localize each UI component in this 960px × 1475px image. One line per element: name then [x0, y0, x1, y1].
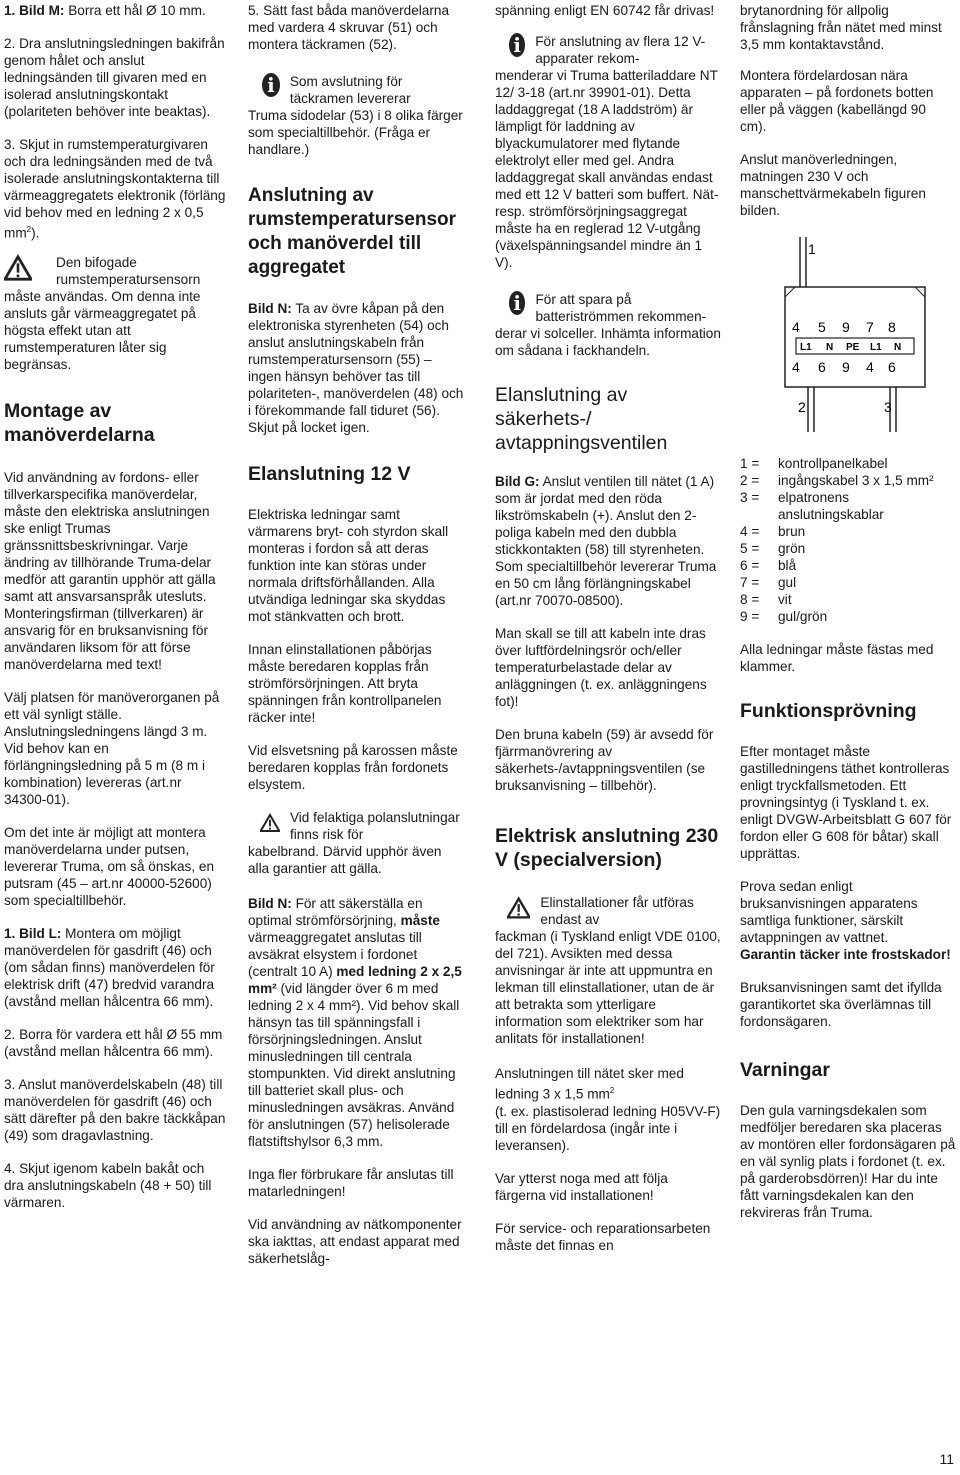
- legend-key: 5 =: [740, 541, 760, 556]
- paragraph: Var ytterst noga med att följa färgerna vid installationen!: [495, 1170, 668, 1203]
- legend-key: 9 =: [740, 609, 760, 624]
- step-paragraph: 5. Sätt fast båda manöverdelarna med vardera 4 skruvar (51) och montera täckramen (52).: [248, 3, 450, 52]
- step-label: 1. Bild M:: [4, 3, 65, 18]
- section-heading: Montage av manöverdelarna: [4, 399, 155, 446]
- paragraph-text: För att säkerställa en optimal strömförsörjning,: [248, 896, 423, 928]
- info-row: [495, 33, 721, 67]
- paragraph-text: värmeaggregatet anslutas till avsäkrat elsystem i fordonet (centralt 10 A): [248, 930, 422, 979]
- superscript: 2: [609, 1086, 615, 1095]
- paragraph: Inga fler förbrukare får anslutas till matarledningen!: [248, 1167, 454, 1199]
- info-lead: Som avslutning för täckramen levererar: [289, 74, 411, 106]
- paragraph: [495, 473, 721, 609]
- step-paragraph: [4, 136, 226, 242]
- step-paragraph: 4. Skjut igenom kabeln bakåt och dra anslutningskabeln (48 + 50) till värmaren.: [4, 1160, 212, 1210]
- paragraph: [740, 878, 956, 963]
- paragraph-text: Anslut ventilen till nätet (1 A) som är jordat med den röda likströmskabeln (+). Anslut den 2-poliga kabeln med den dubbla stickkontakten (58) till styrenheten. Som specialtillbehör levererar Truma en 50 cm lång förlängningskabel (art.nr 70070-08500).: [495, 474, 717, 608]
- info-icon: i: [509, 33, 525, 57]
- warning-lead: Vid felaktiga polanslutningar finns risk för: [289, 810, 460, 842]
- legend-row: [740, 472, 956, 489]
- legend-key: 3 =: [740, 490, 760, 505]
- info-lead: För att spara på batteriströmmen rekommen-: [535, 292, 707, 324]
- paragraph: [248, 300, 466, 436]
- info-row: [248, 73, 466, 107]
- figure-ref: Bild N:: [248, 301, 292, 316]
- diagram-label: 3: [884, 399, 892, 415]
- info-row: [495, 291, 721, 325]
- section-heading: Elanslutning 12 V: [248, 463, 411, 485]
- info-note: [495, 33, 721, 271]
- info-text: derar vi solceller. Inhämta information om sådana i fackhandeln.: [495, 326, 721, 358]
- paragraph: Innan elinstallationen påbörjas måste beredaren kopplas från strömförsörjningen. Att bryta spänningen från kontrollpanelen räcker inte!: [248, 642, 442, 725]
- diagram-label: 2: [798, 399, 806, 415]
- wire-color-code: 6: [818, 359, 826, 375]
- legend-row: [740, 489, 956, 523]
- wire-color-code: 7: [866, 319, 874, 335]
- page-number: 11: [939, 1451, 954, 1467]
- paragraph: brytanordning för allpolig frånslagning från nätet med minst 3,5 mm kontaktavstånd.: [740, 3, 942, 52]
- warning-lead: Elinstallationer får utföras endast av: [540, 895, 694, 927]
- column-1: [4, 2, 226, 1227]
- step-text: Montera om möjligt manöverdelen för gasdrift (46) och (om sådan finns) manöverdelen för elektrisk drift (47) bredvid varandra (avstånd mellan hålcentra 66 mm).: [4, 925, 215, 1009]
- paragraph: [495, 1065, 721, 1154]
- wire-color-code: 5: [818, 319, 826, 335]
- paragraph: Om det inte är möjligt att montera manöverdelarna under putsen, levererar Truma, om så önskas, en putsram (45 – art.nr 40000-52600) som specialtillbehör.: [4, 824, 215, 908]
- warning-note: [4, 254, 226, 373]
- legend-key: 4 =: [740, 524, 760, 539]
- paragraph: Den gula varningsdekalen som medföljer beredaren ska placeras av montören eller fordonsägaren på en väl synlig plats i fordonet (t. ex. på garderobsdörren)! Har du inte fått varningsdekalen kan den rekvireras från Truma.: [740, 1103, 956, 1220]
- step-paragraph: [4, 2, 226, 19]
- info-icon: i: [262, 73, 280, 97]
- step-text: 3. Skjut in rumstemperaturgivaren och dra ledningsänden med de två isolerade anslutningskontakterna till värmeaggregatets elektronik (förläng vid behov med en ledning 2 x 0,5 mm: [4, 137, 226, 241]
- step-paragraph: 3. Anslut manöverdelskabeln (48) till manöverdelen för gasdrift (46) och sätt därefter på den bakre täckkåpan (49) som dragavlastning.: [4, 1076, 226, 1143]
- warning-icon: [507, 894, 530, 922]
- paragraph-text: (vid längder över 6 m med ledning 2 x 4 mm²). Vid behov skall hänsyn tas till spänningsfall i försörjningsledningen. Anslut minusledningen till centrala stompunkten. Vid direkt anslutning till batteriet skall plus- och minusledningen avsäkras. Använd för anslutningen (57) helisolerade flatstiftshylsor 6,3 mm.: [248, 981, 460, 1149]
- paragraph: Den bruna kabeln (59) är avsedd för fjärrmanövrering av säkerhets-/avtappningsventilen (se bruksanvisning – tillbehör).: [495, 727, 714, 793]
- legend-key: 8 =: [740, 592, 760, 607]
- paragraph: [248, 895, 466, 1150]
- warning-icon: [260, 809, 280, 837]
- warning-note: [495, 894, 721, 1047]
- emphasis: med ledning 2 x 2,5 mm²: [248, 964, 462, 996]
- legend-row: [740, 540, 956, 557]
- figure-ref: Bild G:: [495, 474, 540, 489]
- paragraph: Välj platsen för manöverorganen på ett väl synligt ställe. Anslutningsledningens längd 3 m. Vid behov kan en förlängningsledning på 5 m (8 m i kombination) levereras (art.nr 34300-01).: [4, 689, 220, 807]
- legend-row: [740, 455, 956, 472]
- emphasis: måste: [400, 913, 440, 928]
- paragraph: Bruksanvisningen samt det ifyllda garantikortet ska överlämnas till fordonsägaren.: [740, 980, 942, 1029]
- warning-note: [248, 809, 466, 877]
- legend-row: [740, 608, 956, 625]
- wire-legend: [740, 455, 956, 625]
- paragraph: Montera fördelardosan nära apparaten – på fordonets botten eller på väggen (kabellängd 90 cm).: [740, 68, 934, 134]
- legend-row: [740, 574, 956, 591]
- wire-color-code: 4: [866, 359, 874, 375]
- emphasis: Garantin täcker inte frostskador!: [740, 947, 951, 962]
- wire-color-code: 6: [888, 359, 896, 375]
- info-lead: För anslutning av flera 12 V-apparater rekom-: [535, 34, 706, 66]
- legend-value: elpatronens anslutningskablar: [778, 490, 884, 522]
- paragraph: Elektriska ledningar samt värmarens bryt- coh styrdon skall monteras i fordon så att deras funktion inte kan störas under normala driftsförhållanden. Alla utvändiga ledningar ska skyddas mot stänkvatten och brott.: [248, 507, 449, 624]
- paragraph: Vid elsvetsning på karossen måste beredaren kopplas från fordonets elsystem.: [248, 743, 458, 792]
- warning-row: [248, 809, 466, 843]
- paragraph-text: Anslutningen till nätet sker med ledning 3 x 1,5 mm: [495, 1066, 684, 1102]
- warning-row: [495, 894, 721, 928]
- legend-key: 2 =: [740, 473, 760, 488]
- paragraph: Alla ledningar måste fästas med klammer.: [740, 642, 934, 674]
- warning-text: måste användas. Om denna inte ansluts går värmeaggregatet på högsta effekt utan att rumstemperaturen låter sig begränsas.: [4, 288, 201, 372]
- terminal-label: N: [894, 342, 902, 353]
- legend-value: grön: [778, 541, 806, 556]
- info-note: [495, 291, 721, 359]
- terminal-label: PE: [846, 342, 860, 353]
- column-4: [740, 2, 956, 1237]
- legend-row: [740, 523, 956, 540]
- warning-text: kabelbrand. Därvid upphör även alla garantier att gälla.: [248, 844, 442, 876]
- step-text: ).: [31, 225, 40, 241]
- terminal-label: L1: [800, 342, 812, 353]
- legend-key: 6 =: [740, 558, 760, 573]
- legend-key: 1 =: [740, 456, 760, 471]
- section-heading: Funktionsprövning: [740, 700, 917, 722]
- legend-value: kontrollpanelkabel: [778, 456, 888, 471]
- legend-key: 7 =: [740, 575, 760, 590]
- section-heading: Elektrisk anslutning 230 V (specialversion): [495, 825, 719, 871]
- figure-ref: Bild N:: [248, 896, 292, 911]
- paragraph: Vid användning av fordons- eller tillverkarspecifika manöverdelar, måste den elektriska anslutningen ske enligt Trumas gränssnittsbeskrivningar. Varje ändring av tillhörande Truma-delar medför att garantin upphör att gälla samt att ansvarsanspråk utesluts. Monteringsfirman (tillverkaren) är ansvarig för en bruksanvisning för användaren liksom för att förse manöverdelarna med text!: [4, 469, 216, 672]
- wiring-diagram: [780, 227, 930, 437]
- terminal-label: N: [826, 342, 834, 353]
- legend-row: [740, 591, 956, 608]
- column-2: [248, 2, 466, 1283]
- step-paragraph: 2. Dra anslutningsledningen bakifrån genom hålet och anslut ledningsänden till givaren med en isolerad anslutningskontakt (polariteten behöver inte beaktas).: [4, 36, 225, 119]
- legend-value: brun: [778, 524, 806, 539]
- superscript: 2: [26, 225, 32, 234]
- info-text: menderar vi Truma batteriladdare NT 12/ 3-18 (art.nr 39901-01). Detta laddaggregat (18 A laddström) är lämpligt för laddning av blyackumulatorer med flytande elektrolyt eller med gel. Andra laddaggregat skall användas endast med ett 12 V batteri som buffert. Nät- resp. strömförsörjningsaggregat måste ha en reglerad 12 V-utgång (växelspänningsandel mindre än 1 V).: [495, 68, 719, 270]
- legend-value: ingångskabel 3 x 1,5 mm²: [778, 473, 934, 488]
- paragraph: Man skall se till att kabeln inte dras över luftfördelningsrör och/eller temperaturbelastade delar av anläggningen (t. ex. anläggningens fot)!: [495, 626, 707, 709]
- paragraph-text: Ta av övre kåpan på den elektroniska styrenheten (54) och anslut anslutningskabeln från rumstemperatursensorn (55) – ingen hänsyn behöver tas till polariteten-, manöverdelen (48) och i förekommande fall tiduret (56). Skjut på locket igen.: [248, 301, 464, 435]
- legend-value: gul/grön: [778, 609, 828, 624]
- paragraph-text: (t. ex. plastisolerad ledning H05VV-F) till en fördelardosa (ingår inte i leveransen).: [495, 1103, 721, 1153]
- junction-box-diagram: [740, 227, 956, 427]
- paragraph: spänning enligt EN 60742 får drivas!: [495, 3, 715, 18]
- warning-text: fackman (i Tyskland enligt VDE 0100, del 721). Avsikten med dessa anvisningar är inte att uppmuntra en lekman till elinstallationer, utan de är att betrakta som ytterligare information som elektriker som har anlitats för installationen!: [495, 929, 721, 1046]
- wire-color-code: 4: [792, 359, 800, 375]
- wire-color-code: 9: [842, 359, 850, 375]
- section-heading: Varningar: [740, 1059, 830, 1081]
- legend-row: [740, 557, 956, 574]
- step-paragraph: 2. Borra för vardera ett hål Ø 55 mm (avstånd mellan hålcentra 66 mm).: [4, 1026, 223, 1059]
- warning-lead: Den bifogade rumstemperatursensorn: [56, 254, 201, 287]
- legend-value: vit: [778, 592, 792, 607]
- paragraph: Anslut manöverledningen, matningen 230 V och manschettvärmekabeln figuren bilden.: [740, 152, 926, 218]
- info-text: Truma sidodelar (53) i 8 olika färger som specialtillbehör. (Fråga er handlare.): [248, 108, 463, 157]
- terminal-label: L1: [870, 342, 882, 353]
- wire-color-code: 9: [842, 319, 850, 335]
- wire-color-code: 8: [888, 319, 896, 335]
- paragraph: Efter montaget måste gastilledningens täthet kontrolleras enligt tryckfallsmetoden. Ett provningsintyg (i Tyskland t. ex. enligt DVGW-Arbeitsblatt G 607 för fordon eller G 608 för båtar) skall upprättas.: [740, 744, 952, 861]
- paragraph: Vid användning av nätkomponenter ska iakttas, att endast apparat med säkerhetslåg-: [248, 1217, 462, 1266]
- section-heading: Elanslutning av säkerhets-/ avtappningsventilen: [495, 384, 668, 454]
- column-3: [495, 2, 721, 1270]
- info-icon: i: [509, 291, 525, 315]
- wire-color-code: 4: [792, 319, 800, 335]
- paragraph: För service- och reparationsarbeten måste det finnas en: [495, 1220, 711, 1253]
- section-heading: Anslutning av rumstemperatursensor och manöverdel till aggregatet: [248, 185, 457, 278]
- legend-value: blå: [778, 558, 797, 573]
- warning-icon: [4, 254, 32, 282]
- paragraph-text: Prova sedan enligt bruksanvisningen apparatens samtliga funktioner, särskilt avtappningen av vattnet.: [740, 879, 918, 945]
- step-text: Borra ett hål Ø 10 mm.: [64, 3, 206, 18]
- diagram-label: 1: [808, 241, 816, 257]
- legend-value: gul: [778, 575, 797, 590]
- step-paragraph: [4, 925, 226, 1010]
- info-note: [248, 73, 466, 158]
- step-label: 1. Bild L:: [4, 925, 62, 941]
- warning-row: [4, 254, 226, 288]
